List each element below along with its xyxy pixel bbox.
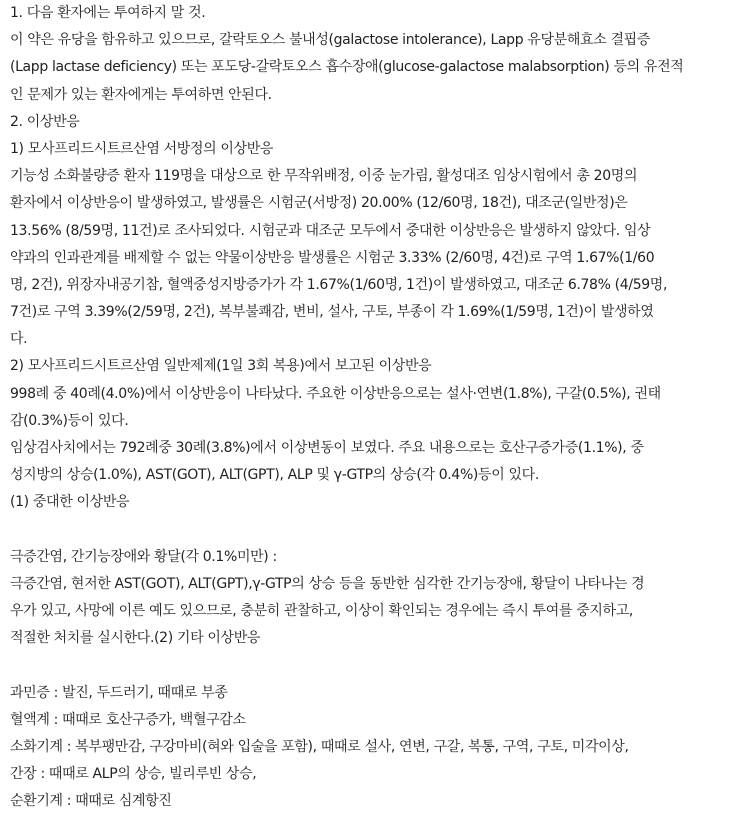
blank-line: [10, 517, 742, 544]
subsection-heading: 2) 모사프리드시트르산염 일반제제(1일 3회 복용)에서 보고된 이상반응: [10, 358, 432, 375]
text-line: 명, 2건), 위장자내공기참, 혈액중성지방증가가 각 1.67%(1/60명, 1건)이 발생하였고, 대조군 6.78% (4/59명,: [10, 276, 668, 293]
text-line: 다.: [10, 331, 28, 348]
text-line: 간장 : 때때로 ALP의 상승, 빌리루빈 상승,: [10, 766, 257, 783]
text-line: 13.56% (8/59명, 11건)로 조사되었다. 시험군과 대조군 모두에서 중대한 이상반응은 발생하지 않았다. 임상: [10, 222, 651, 239]
text-line: 극증간염, 현저한 AST(GOT), ALT(GPT),γ-GTP의 상승 등을 동반한 심각한 간기능장애, 황달이 나타나는 경: [10, 575, 645, 592]
text-line: 순환기계 : 때때로 심계항진: [10, 793, 172, 810]
section-heading: 2. 이상반응: [10, 113, 80, 130]
text-line: 998례 중 40례(4.0%)에서 이상반응이 나타났다. 주요한 이상반응으로는 설사·연변(1.8%), 구갈(0.5%), 권태: [10, 385, 661, 402]
text-line: 감(0.3%)등이 있다.: [10, 412, 129, 429]
text-line: (Lapp lactase deficiency) 또는 포도당-갈락토오스 흡수장애(glucose-galactose malabsorption) 등의 유전적: [10, 59, 684, 76]
text-line: 혈액계 : 때때로 호산구증가, 백혈구감소: [10, 711, 246, 728]
blank-line: [10, 653, 742, 680]
text-line: 이 약은 유당을 함유하고 있으므로, 갈락토오스 불내성(galactose intolerance), Lapp 유당분해효소 결핍증: [10, 32, 651, 49]
text-line: 인 문제가 있는 환자에게는 투여하면 안된다.: [10, 86, 272, 103]
text-line: 임상검사치에서는 792례중 30례(3.8%)에서 이상변동이 보였다. 주요 내용으로는 호산구증가증(1.1%), 중: [10, 440, 644, 456]
subsection-heading: (1) 중대한 이상반응: [10, 494, 130, 511]
text-line: 기능성 소화불량증 환자 119명을 대상으로 한 무작위배정, 이중 눈가림, 활성대조 임상시험에서 총 20명의: [10, 168, 638, 185]
text-line: 극증간염, 간기능장애와 황달(각 0.1%미만) :: [10, 548, 277, 565]
text-line: 약과의 인과관계를 배제할 수 없는 약물이상반응 발생률은 시험군 3.33% (2/60명, 4건)로 구역 1.67%(1/60: [10, 249, 655, 266]
text-line: 7건)로 구역 3.39%(2/59명, 2건), 복부불쾌감, 변비, 설사, 구토, 부종이 각 1.69%(1/59명, 1건)이 발생하였: [10, 304, 654, 321]
text-line: 소화기계 : 복부팽만감, 구강마비(혀와 입술을 포함), 때때로 설사, 연변, 구갈, 복통, 구역, 구토, 미각이상,: [10, 739, 629, 756]
subsection-heading: 1) 모사프리드시트르산염 서방정의 이상반응: [10, 140, 274, 157]
text-line: 성지방의 상승(1.0%), AST(GOT), ALT(GPT), ALP 및 γ-GTP의 상승(각 0.4%)등이 있다.: [10, 467, 539, 484]
text-line: 1. 다음 환자에는 투여하지 말 것.: [10, 5, 206, 21]
text-line: 적절한 처치를 실시한다.(2) 기타 이상반응: [10, 630, 261, 647]
document-body: [10, 0, 742, 816]
text-line: 과민증 : 발진, 두드러기, 때때로 부종: [10, 684, 228, 701]
text-line: 환자에서 이상반응이 발생하였고, 발생률은 시험군(서방정) 20.00% (12/60명, 18건), 대조군(일반정)은: [10, 195, 628, 212]
text-line: 우가 있고, 사망에 이른 예도 있으므로, 충분히 관찰하고, 이상이 확인되는 경우에는 즉시 투여를 중지하고,: [10, 603, 634, 620]
